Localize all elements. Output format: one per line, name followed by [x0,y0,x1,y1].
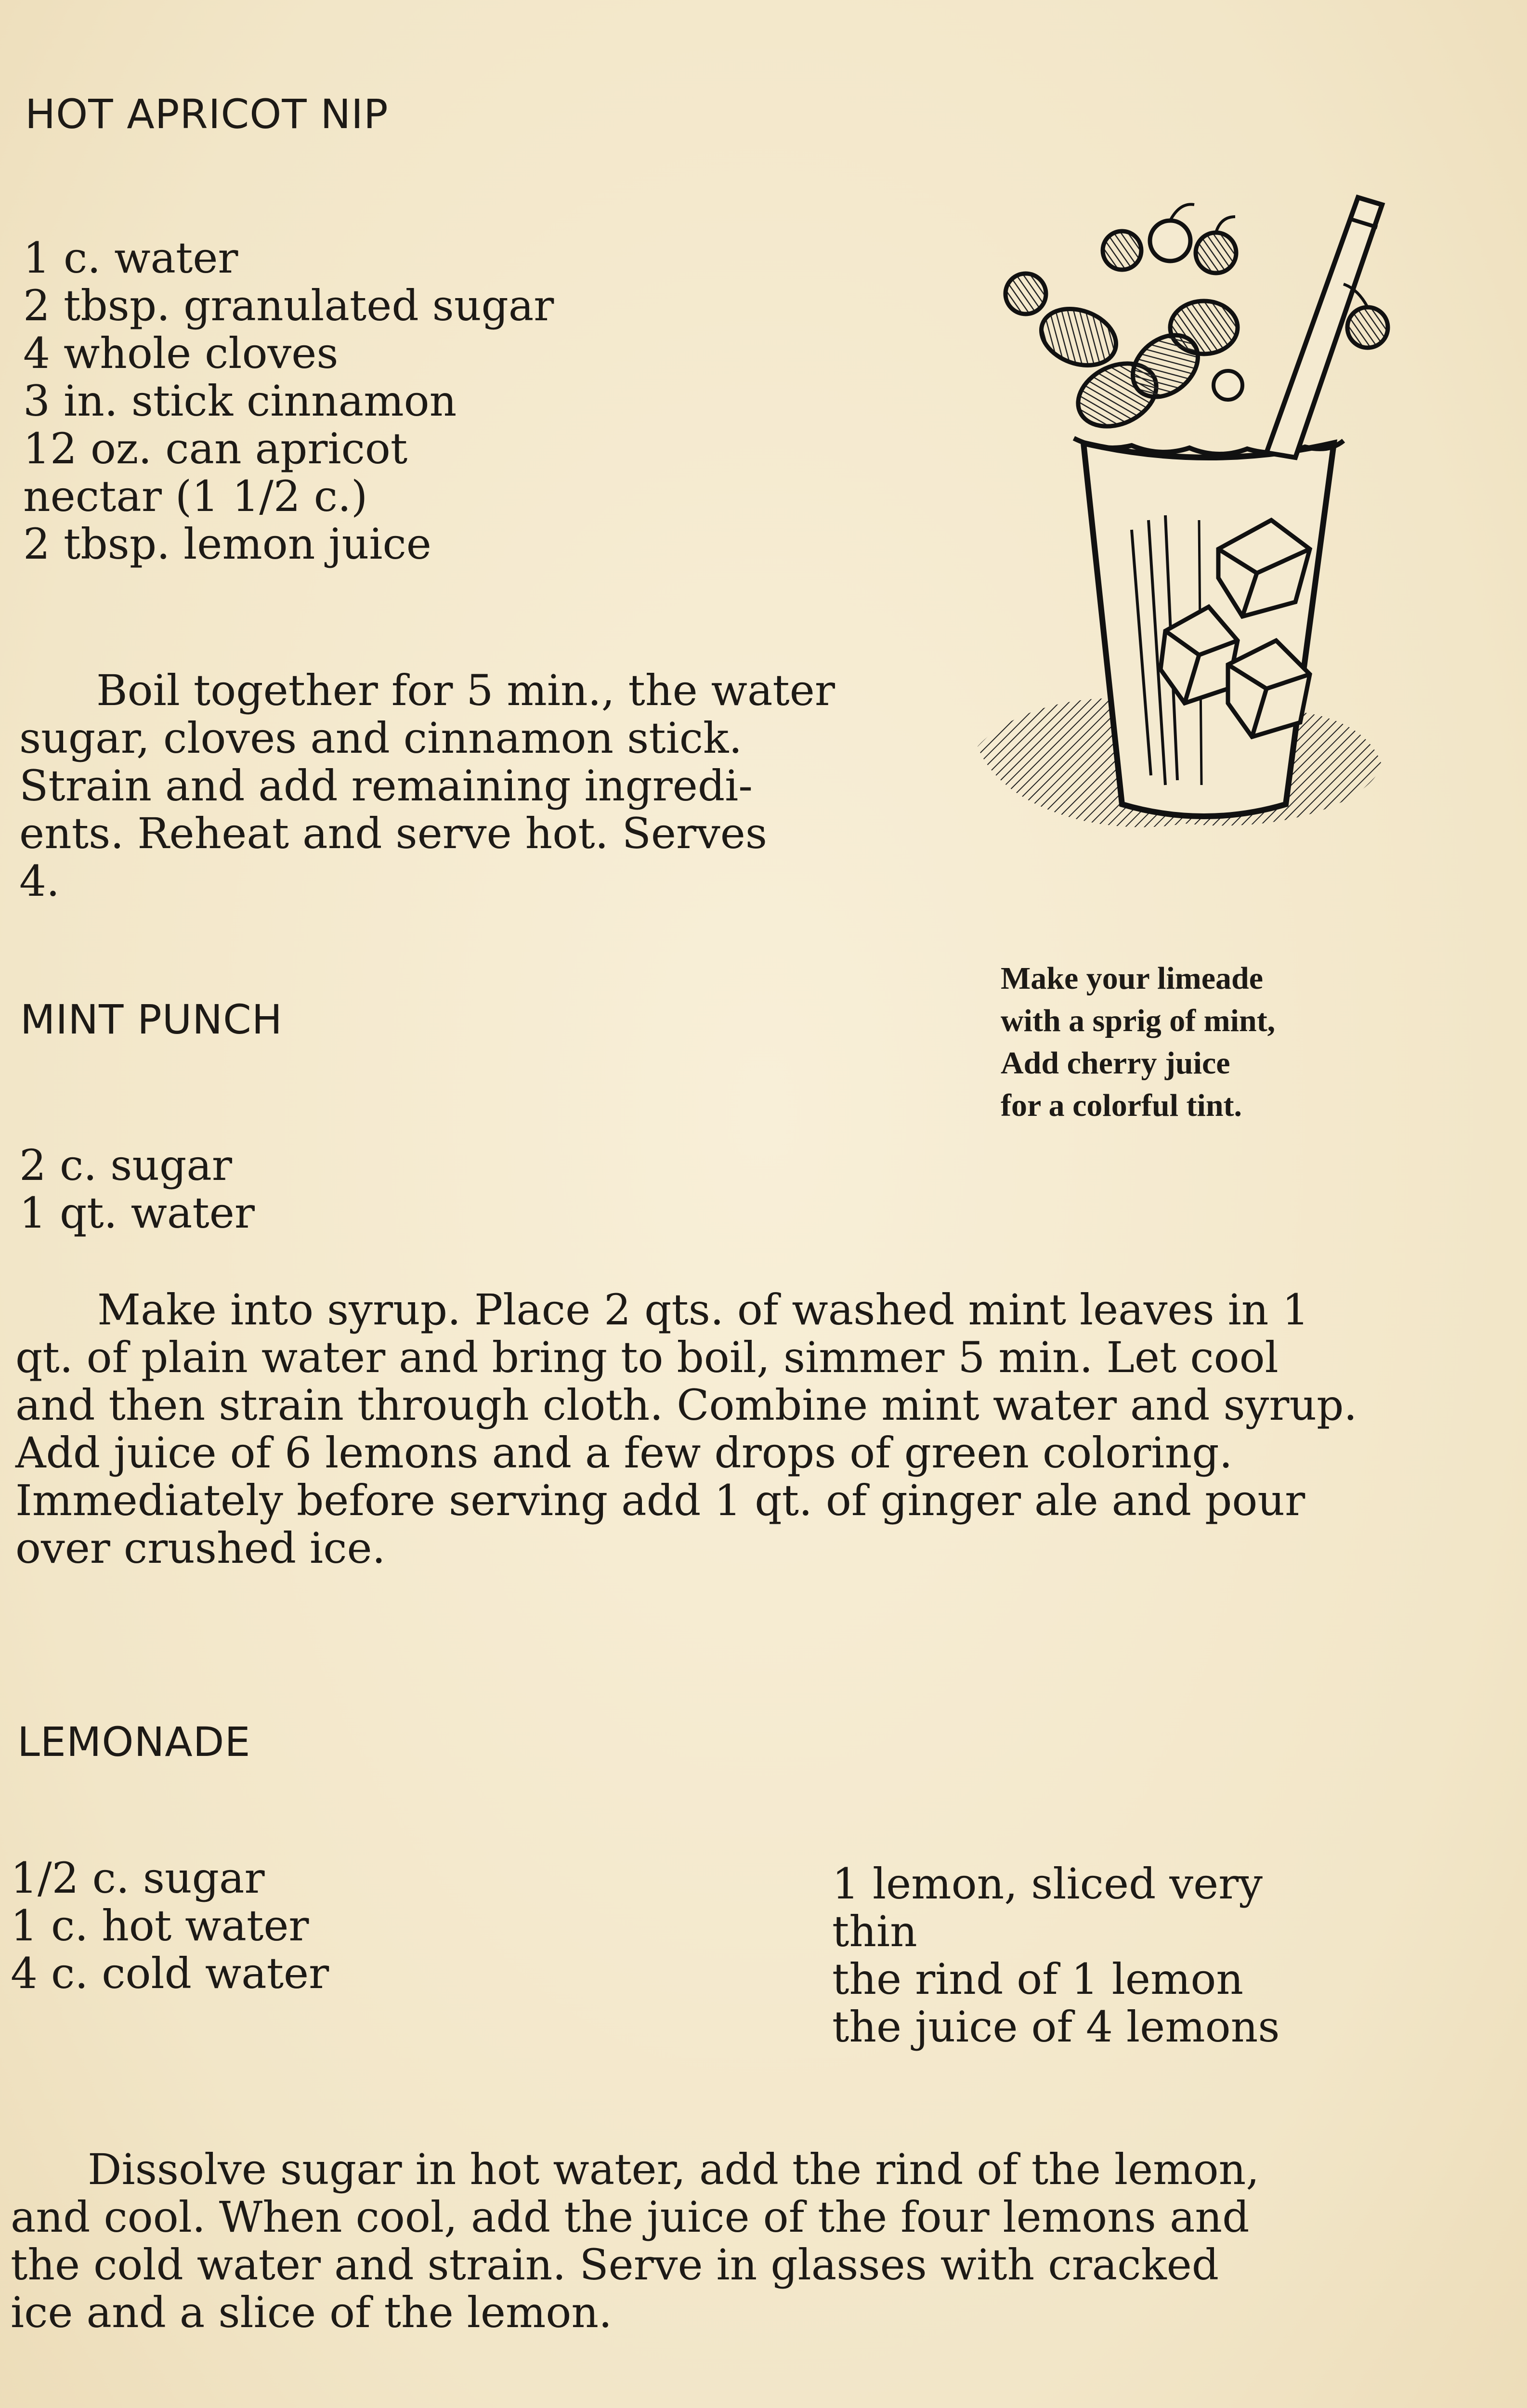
caption-line: Add cherry juice [1001,1046,1230,1081]
ingredient-line: nectar (1 1/2 c.) [23,471,368,521]
lemonade-ingredients-left [11,1854,329,1997]
direction-line: and then strain through cloth. Combine mint water and syrup. [15,1380,1357,1430]
ingredient-line: 1 c. water [23,233,238,283]
ingredient-line: 1 lemon, sliced very [832,1859,1263,1909]
caption-line: for a colorful tint. [1001,1088,1242,1123]
ingredient-line: 3 in. stick cinnamon [23,376,457,426]
direction-line: and cool. When cool, add the juice of the four lemons and [11,2192,1250,2242]
hot-apricot-nip-ingredients [23,234,554,568]
direction-line: Strain and add remaining ingredi- [19,761,753,811]
caption-line: Make your limeade [1001,961,1264,996]
ingredient-line: 4 c. cold water [11,1949,329,1998]
ingredient-line: thin [832,1907,917,1956]
direction-line: qt. of plain water and bring to boil, simmer 5 min. Let cool [15,1333,1279,1382]
mint-punch-ingredients [19,1141,255,1237]
direction-line: the cold water and strain. Serve in glasses with cracked [11,2240,1219,2290]
hot-apricot-nip-directions [19,667,876,905]
ingredient-line: 4 whole cloves [23,328,339,378]
ingredient-line: 1 qt. water [19,1188,255,1238]
direction-line: over crushed ice. [15,1523,386,1573]
ingredient-line: 2 c. sugar [19,1140,232,1190]
direction-line: Dissolve sugar in hot water, add the rind of the lemon, [88,2145,1260,2194]
ingredient-line: 12 oz. can apricot [23,424,408,473]
hot-apricot-nip-title: HOT APRICOT NIP [25,91,389,138]
lemonade-directions [11,2146,1453,2336]
direction-line: ents. Reheat and serve hot. Serves [19,809,767,858]
ingredient-line: 1/2 c. sugar [11,1853,265,1903]
lemonade-title: LEMONADE [17,1718,251,1766]
direction-line: Boil together for 5 min., the water [96,666,835,715]
illustration-caption [1001,957,1463,1127]
caption-line: with a sprig of mint, [1001,1003,1276,1038]
direction-line: ice and a slice of the lemon. [11,2288,613,2337]
direction-line: 4. [19,856,60,906]
lemonade-ingredients-right [832,1860,1280,2051]
limeade-glass-icon [958,183,1406,881]
mint-punch-directions [15,1286,1458,1572]
ingredient-line: the rind of 1 lemon [832,1954,1244,2004]
direction-line: Immediately before serving add 1 qt. of ginger ale and pour [15,1476,1305,1525]
ingredient-line: 1 c. hot water [11,1901,309,1950]
direction-line: Add juice of 6 lemons and a few drops of green coloring. [15,1428,1233,1478]
direction-line: sugar, cloves and cinnamon stick. [19,713,743,763]
mint-punch-title: MINT PUNCH [20,996,283,1043]
ingredient-line: 2 tbsp. granulated sugar [23,281,554,330]
ingredient-line: 2 tbsp. lemon juice [23,519,431,569]
direction-line: Make into syrup. Place 2 qts. of washed mint leaves in 1 [97,1285,1309,1335]
ingredient-line: the juice of 4 lemons [832,2002,1280,2052]
